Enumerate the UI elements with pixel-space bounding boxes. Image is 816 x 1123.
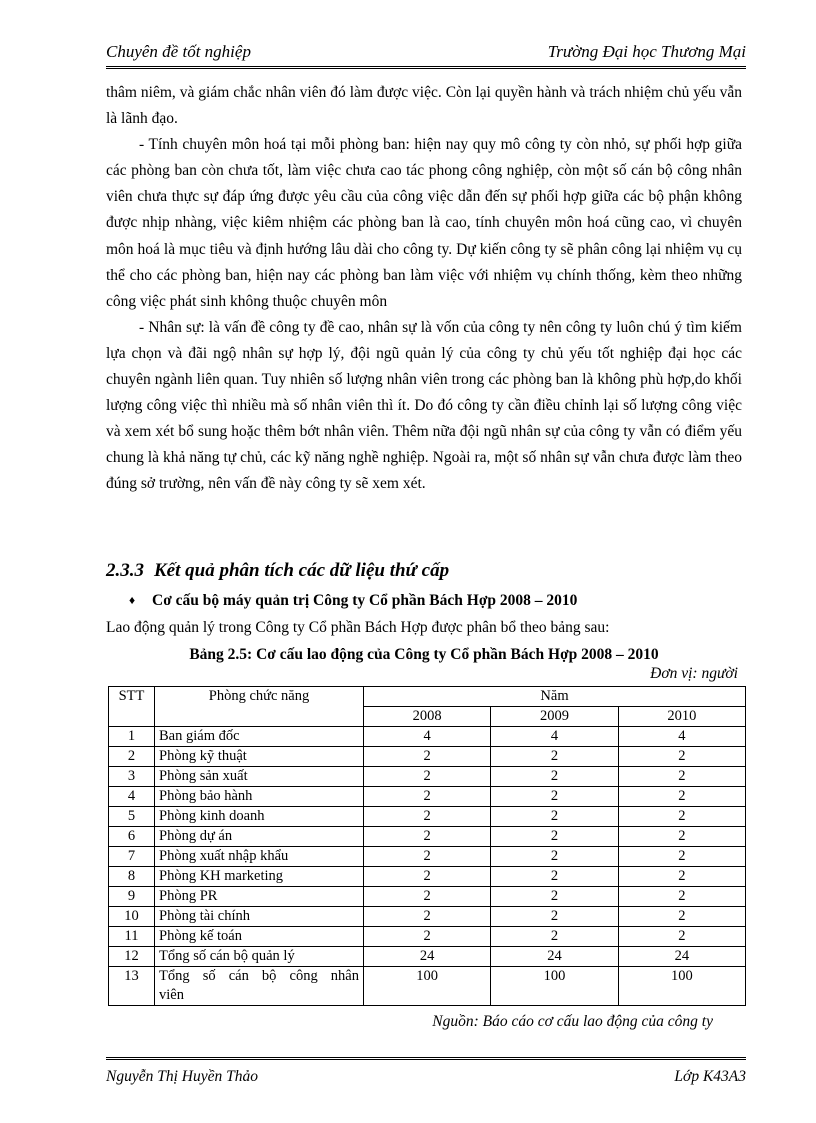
header-year: 2010 (618, 707, 745, 727)
table-title: Bảng 2.5: Cơ cấu lao động của Công ty Cổ phần Bách Hợp 2008 – 2010 (189, 646, 659, 663)
section-heading (106, 560, 449, 582)
cell-stt: 8 (109, 867, 155, 887)
cell-stt: 2 (109, 747, 155, 767)
cell-department: Phòng dự án (155, 827, 364, 847)
table-row (109, 727, 746, 747)
cell-value: 2 (491, 827, 618, 847)
table-row (109, 827, 746, 847)
cell-value: 4 (364, 727, 491, 747)
cell-value: 2 (364, 747, 491, 767)
cell-value: 2 (491, 747, 618, 767)
footer-author: Nguyễn Thị Huyền Thảo (106, 1068, 258, 1085)
cell-value: 2 (491, 927, 618, 947)
cell-value: 100 (618, 967, 745, 1006)
header-year: 2008 (364, 707, 491, 727)
cell-stt: 4 (109, 787, 155, 807)
cell-value: 2 (618, 907, 745, 927)
cell-stt: 5 (109, 807, 155, 827)
cell-value: 2 (618, 867, 745, 887)
table-row (109, 807, 746, 827)
cell-department: Phòng kinh doanh (155, 807, 364, 827)
page-footer (106, 1057, 746, 1085)
cell-stt: 3 (109, 767, 155, 787)
table-row (109, 887, 746, 907)
header-year-group: Năm (364, 687, 746, 707)
cell-department: Phòng tài chính (155, 907, 364, 927)
cell-stt: 13 (109, 967, 155, 1006)
cell-department (155, 967, 364, 1006)
table-row (109, 767, 746, 787)
cell-value: 2 (618, 747, 745, 767)
cell-value: 24 (364, 947, 491, 967)
header-left-text: Chuyên đề tốt nghiệp (106, 42, 251, 61)
cell-value: 4 (491, 727, 618, 747)
bullet-heading (129, 592, 577, 610)
cell-value: 2 (364, 767, 491, 787)
header-right-text: Trường Đại học Thương Mại (547, 42, 746, 61)
cell-value: 2 (364, 787, 491, 807)
cell-department-line: Tổng số cán bộ công nhân (159, 968, 359, 984)
footer-class: Lớp K43A3 (674, 1068, 746, 1085)
cell-value: 2 (491, 807, 618, 827)
cell-department-line: viên (159, 987, 184, 1003)
cell-department: Phòng kế toán (155, 927, 364, 947)
bullet-heading-text: Cơ cấu bộ máy quản trị Công ty Cổ phần Bách Hợp 2008 – 2010 (152, 592, 578, 609)
cell-stt: 11 (109, 927, 155, 947)
body-text (106, 80, 742, 498)
table-row (109, 947, 746, 967)
cell-department: Ban giám đốc (155, 727, 364, 747)
paragraph: - Tính chuyên môn hoá tại mỗi phòng ban: hiện nay quy mô công ty còn nhỏ, sự phối hợp giữa các phòng ban còn chưa tốt, làm việc chưa cao tác phong công nghiệp, còn một số cán bộ công nhân viên chưa thực sự đáp ứng được yêu cầu của công việc dẫn đến sự phối hợp giữa các bộ phận không được nhịp nhàng, việc kiêm nhiệm các phòng ban là cao, tính chuyên môn hoá cũng cao, vì chuyên môn hoá là mục tiêu và định hướng lâu dài cho công ty. Dự kiến công ty sẽ phân công lại nhiệm vụ cụ thể cho các phòng ban, hiện nay các phòng ban làm việc với nhiệm vụ chính thống, kèm theo những công việc phát sinh không thuộc chuyên môn (106, 136, 742, 310)
cell-value: 2 (364, 867, 491, 887)
cell-value: 2 (618, 787, 745, 807)
cell-department: Phòng PR (155, 887, 364, 907)
cell-value: 24 (618, 947, 745, 967)
cell-value: 2 (618, 927, 745, 947)
cell-stt: 7 (109, 847, 155, 867)
header-stt: STT (109, 687, 155, 727)
cell-value: 2 (618, 827, 745, 847)
cell-value: 2 (364, 907, 491, 927)
section-title-text: Kết quả phân tích các dữ liệu thứ cấp (154, 560, 450, 581)
cell-value: 2 (364, 827, 491, 847)
table-row (109, 847, 746, 867)
cell-value: 2 (618, 767, 745, 787)
cell-department: Phòng bảo hành (155, 787, 364, 807)
labor-structure-table (108, 686, 746, 1006)
table-row (109, 787, 746, 807)
table-intro-text: Lao động quản lý trong Công ty Cổ phần Bách Hợp được phân bổ theo bảng sau: (106, 619, 610, 636)
cell-stt: 9 (109, 887, 155, 907)
cell-department: Phòng xuất nhập khẩu (155, 847, 364, 867)
table-source: Nguồn: Báo cáo cơ cấu lao động của công ty (432, 1013, 713, 1030)
cell-value: 2 (491, 867, 618, 887)
header-year: 2009 (491, 707, 618, 727)
section-number: 2.3.3 (106, 560, 144, 581)
paragraph: thâm niêm, và giám chắc nhân viên đó làm được việc. Còn lại quyền hành và trách nhiệm chủ yếu vẫn là lãnh đạo. (106, 84, 742, 128)
cell-value: 100 (491, 967, 618, 1006)
cell-value: 2 (491, 887, 618, 907)
cell-department: Tổng số cán bộ quản lý (155, 947, 364, 967)
cell-value: 2 (491, 787, 618, 807)
cell-value: 2 (618, 887, 745, 907)
cell-value: 2 (364, 847, 491, 867)
cell-value: 4 (618, 727, 745, 747)
table-row (109, 927, 746, 947)
cell-value: 2 (364, 807, 491, 827)
table-row (109, 867, 746, 887)
table-row (109, 747, 746, 767)
diamond-bullet-icon: ♦ (129, 593, 136, 607)
cell-value: 24 (491, 947, 618, 967)
table-header-row (109, 687, 746, 707)
table-unit: Đơn vị: người (650, 665, 738, 682)
table-row (109, 907, 746, 927)
cell-value: 2 (618, 847, 745, 867)
page-header (106, 40, 746, 69)
cell-value: 2 (618, 807, 745, 827)
cell-value: 2 (491, 847, 618, 867)
cell-value: 2 (364, 927, 491, 947)
paragraph: - Nhân sự: là vấn đề công ty đề cao, nhân sự là vốn của công ty nên công ty luôn chú ý tìm kiếm lựa chọn và đãi ngộ nhân sự hợp lý, đội ngũ quản lý của công ty chủ yếu tốt nghiệp đại học các chuyên ngành liên quan. Tuy nhiên số lượng nhân viên trong các phòng ban là không phù hợp,do khối lượng công việc thì nhiều mà số nhân viên thì ít. Do đó công ty cần điều chỉnh lại số lượng công việc và xem xét bổ sung hoặc thêm bớt nhân viên. Thêm nữa đội ngũ nhân sự của công ty vẫn có điểm yếu chung là khả năng tự chủ, các kỹ năng nghề nghiệp. Ngoài ra, một số nhân sự vẫn chưa được làm theo đúng sở trường, nên vấn đề này công ty sẽ xem xét. (106, 318, 742, 493)
cell-stt: 1 (109, 727, 155, 747)
cell-value: 2 (364, 887, 491, 907)
cell-value: 2 (491, 767, 618, 787)
table-row-total-staff (109, 967, 746, 1006)
cell-stt: 10 (109, 907, 155, 927)
cell-department: Phòng kỹ thuật (155, 747, 364, 767)
header-department: Phòng chức năng (155, 687, 364, 727)
cell-stt: 12 (109, 947, 155, 967)
cell-value: 100 (364, 967, 491, 1006)
cell-department: Phòng sản xuất (155, 767, 364, 787)
cell-value: 2 (491, 907, 618, 927)
cell-stt: 6 (109, 827, 155, 847)
cell-department: Phòng KH marketing (155, 867, 364, 887)
